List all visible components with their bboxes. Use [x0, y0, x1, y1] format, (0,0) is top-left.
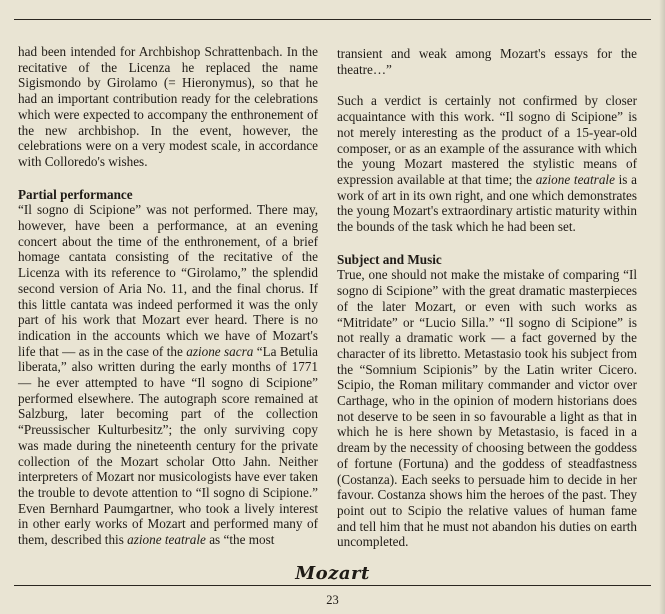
right-column	[337, 46, 637, 550]
page-number: 23	[326, 593, 339, 607]
right-paragraph-1: transient and weak among Mozart's essays for the theatre…”	[337, 46, 637, 77]
left-column	[18, 44, 318, 548]
right-paragraph-3: True, one should not make the mistake of comparing “Il sogno di Scipione” with the great dramatic masterpieces of the later Mozart, or even with such works as “Mitridate” or “Lucio Silla.” “Il sogno di Scipione” is not really a dramatic work — a fact governed by the character of its libretto. Metastasio took his subject from the “Somnium Scipionis” by the Latin writer Cicero. Scipio, the Roman military commander and victor over Carthage, who in the opinion of modern historians does not deserve to be seen in so favourable a light as that in which he is here shown by Metastasio, is faced in a dream by the necessity of choosing between the goddess of fortune (Fortuna) and the goddess of steadfastness (Costanza). Each seeks to persuade him to decide in her favour. Costanza shows him the heroes of the past. They point out to Scipio the relative values of human fame and tell him that he must not abandon his duties on earth uncompleted.	[337, 267, 637, 550]
bottom-rule	[14, 585, 651, 586]
right-p2-italic: azione teatrale	[535, 171, 615, 187]
page-edge-shadow	[659, 0, 665, 614]
heading-subject-and-music: Subject and Music	[337, 251, 442, 267]
left-p2-italic-1: azione sacra	[186, 343, 254, 359]
left-p2-text-c: as “the most	[205, 532, 275, 548]
mozart-signature: Mozart	[295, 563, 370, 584]
left-p2-italic-2: azione teatrale	[127, 532, 206, 548]
left-paragraph-1: had been intended for Archbishop Schrattenbach. In the recitative of the Licenza he replaced the name Sigismondo by Girolamo (= Hieronymus), so that he had an important contribution ready for the celebrations which were expected to accompany the enthronement of the new archbishop. In the event, however, the celebrations were on a very modest scale, in accordance with Colloredo's wishes.	[18, 44, 318, 169]
left-paragraph-2	[18, 202, 318, 547]
left-p2-text-a: “Il sogno di Scipione” was not performed. There may, however, have been a performance, at an evening concert about the time of the enthronement, of a brief homage cantata consisting of the recitative of the Licenza with its reference to “Girolamo,” the splendid second version of Aria No. 11, and the final chorus. If this little cantata was indeed performed it was the only part of his work that Mozart ever heard. There is no indication in the accounts which we have of Mozart's life that — as in the case of the	[18, 202, 318, 359]
heading-partial-performance: Partial performance	[18, 186, 133, 202]
right-paragraph-2	[337, 93, 637, 234]
left-p2-text-b: “La Betulia liberata,” also written during the early months of 1771 — he ever attempted to have “Il sogno di Scipione” performed elsewhere. The autograph score remained at Salzburg, later becoming part of the collection “Preussischer Kulturbesitz”; the only surviving copy was made during the nineteenth century for the private collection of the Mozart scholar Otto Jahn. Neither interpreters of Mozart nor musicologists have ever taken the trouble to devote attention to “Il sogno di Scipione.” Even Bernhard Paumgartner, who took a lively interest in other early works of Mozart and performed many of them, described this	[18, 343, 318, 548]
right-p2-text-a: Such a verdict is certainly not confirmed by closer acquaintance with this work. “Il sogno di Scipione” is not merely interesting as the product of a 15-year-old composer, or as an example of the assurance with which the young Mozart mastered the stylistic means of expression available at that time; the	[337, 93, 637, 187]
top-rule	[14, 19, 651, 20]
right-p2-text-b: is a work of art in its own right, and one which demonstrates the young Mozart's extraordinary artistic maturity within the bounds of the task which he had been set.	[337, 171, 638, 235]
